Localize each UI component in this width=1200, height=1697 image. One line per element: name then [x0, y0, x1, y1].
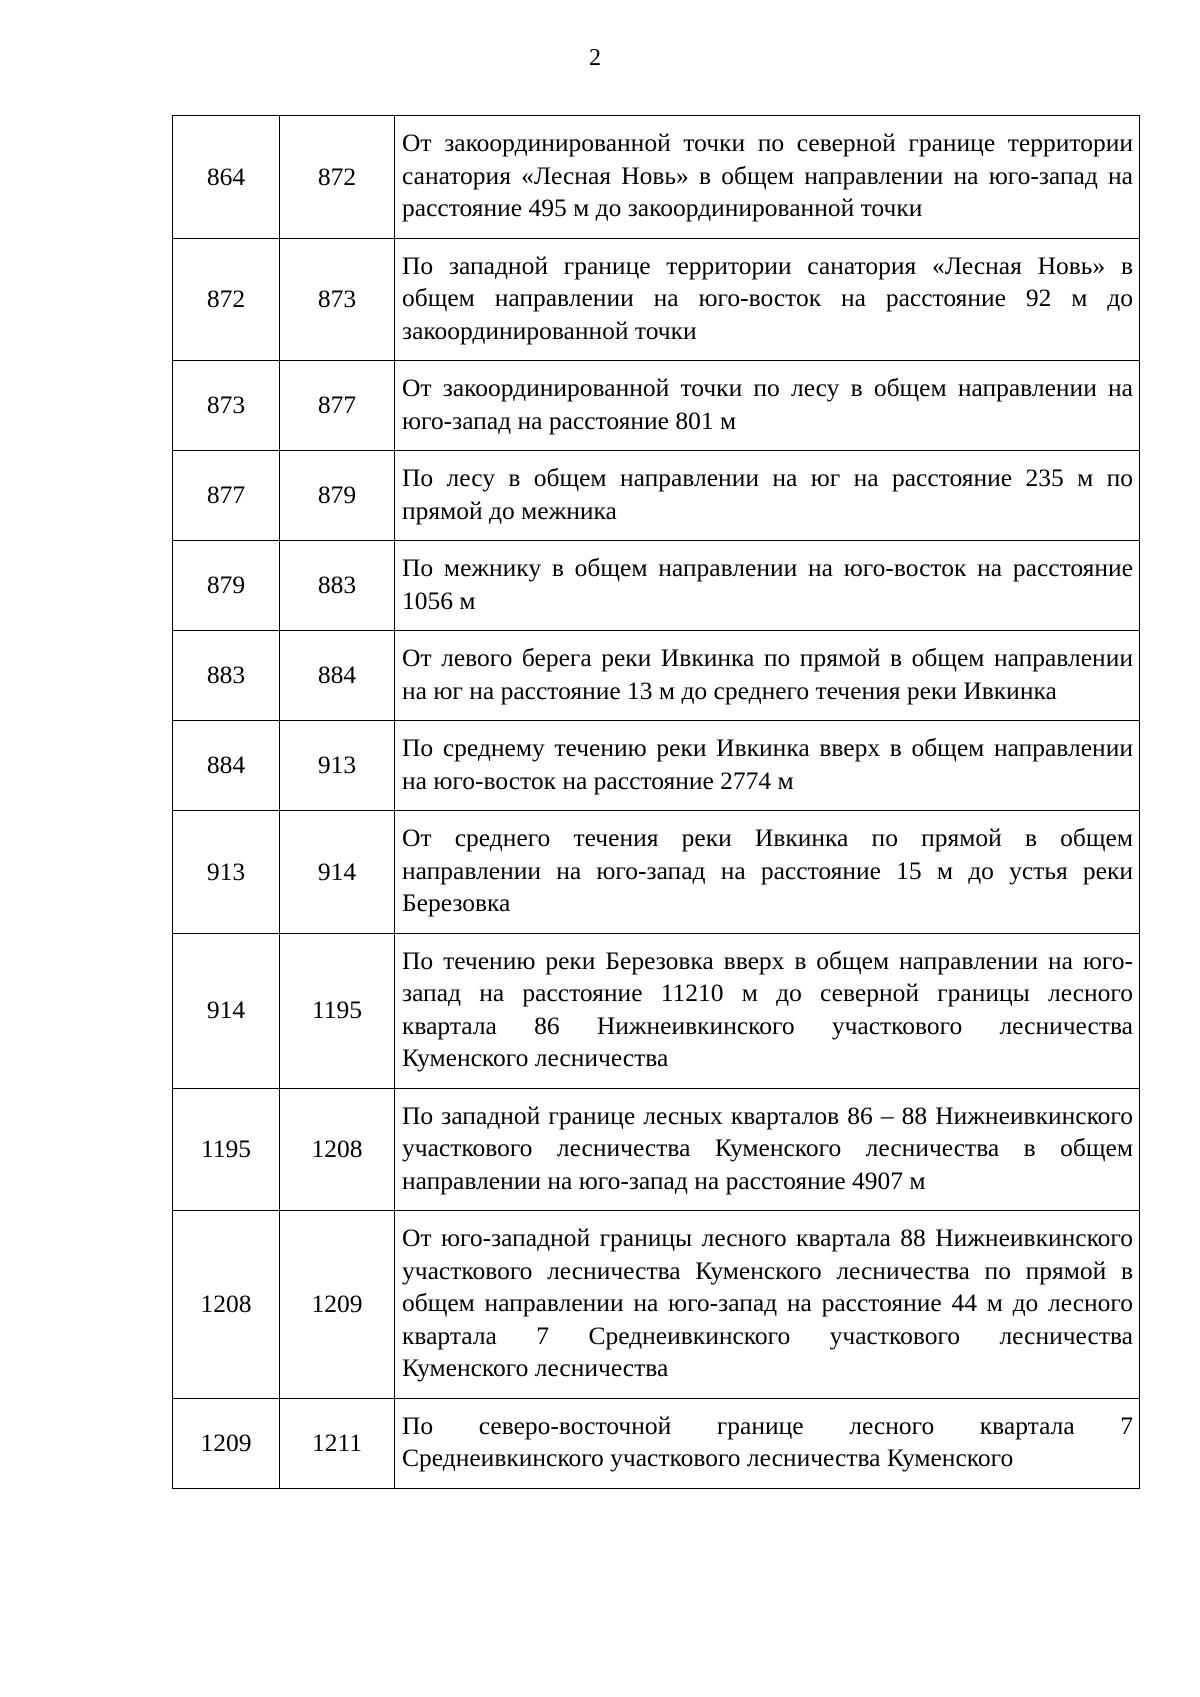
table-row [173, 811, 1140, 934]
point-to-cell: 1208 [280, 1088, 395, 1211]
point-from-cell: 1209 [173, 1398, 280, 1488]
point-to-cell: 884 [280, 631, 395, 721]
table-row [173, 933, 1140, 1088]
point-from-cell: 872 [173, 238, 280, 361]
boundary-description-cell: По лесу в общем направлении на юг на расстояние 235 м по прямой до межника [395, 451, 1140, 541]
point-to-cell: 1211 [280, 1398, 395, 1488]
point-to-cell: 1195 [280, 933, 395, 1088]
boundary-description-cell: От среднего течения реки Ивкинка по прямой в общем направлении на юго-запад на расстояние 15 м до устья реки Березовка [395, 811, 1140, 934]
boundary-description-cell: По западной границе территории санатория «Лесная Новь» в общем направлении на юго-восток на расстояние 92 м до закоординированной точки [395, 238, 1140, 361]
point-to-cell: 877 [280, 361, 395, 451]
point-from-cell: 864 [173, 116, 280, 239]
point-from-cell: 1208 [173, 1211, 280, 1399]
point-from-cell: 884 [173, 721, 280, 811]
table-row [173, 721, 1140, 811]
boundary-description-cell: От закоординированной точки по лесу в общем направлении на юго-запад на расстояние 801 м [395, 361, 1140, 451]
table-row [173, 631, 1140, 721]
page-number: 2 [589, 45, 601, 71]
boundary-description-table [172, 115, 1140, 1489]
table-row [173, 361, 1140, 451]
boundary-description-cell: По течению реки Березовка вверх в общем направлении на юго-запад на расстояние 11210 м до северной границы лесного квартала 86 Нижнеивкинского участкового лесничества Куменского лесничества [395, 933, 1140, 1088]
boundary-description-cell: От закоординированной точки по северной границе территории санатория «Лесная Новь» в общем направлении на юго-запад на расстояние 495 м до закоординированной точки [395, 116, 1140, 239]
table-row [173, 238, 1140, 361]
point-from-cell: 877 [173, 451, 280, 541]
boundary-description-cell: По западной границе лесных кварталов 86 – 88 Нижнеивкинского участкового лесничества Куменского лесничества в общем направлении на юго-запад на расстояние 4907 м [395, 1088, 1140, 1211]
boundary-description-cell: По среднему течению реки Ивкинка вверх в общем направлении на юго-восток на расстояние 2774 м [395, 721, 1140, 811]
boundary-description-cell: От левого берега реки Ивкинка по прямой в общем направлении на юг на расстояние 13 м до среднего течения реки Ивкинка [395, 631, 1140, 721]
point-from-cell: 879 [173, 541, 280, 631]
table-row [173, 541, 1140, 631]
point-to-cell: 879 [280, 451, 395, 541]
boundary-description-cell: От юго-западной границы лесного квартала 88 Нижнеивкинского участкового лесничества Куменского лесничества по прямой в общем направлении на юго-запад на расстояние 44 м до лесного квартала 7 Среднеивкинского участкового лесничества Куменского лесничества [395, 1211, 1140, 1399]
point-to-cell: 913 [280, 721, 395, 811]
point-to-cell: 1209 [280, 1211, 395, 1399]
point-from-cell: 913 [173, 811, 280, 934]
point-to-cell: 883 [280, 541, 395, 631]
point-from-cell: 883 [173, 631, 280, 721]
point-from-cell: 914 [173, 933, 280, 1088]
point-to-cell: 914 [280, 811, 395, 934]
table-row [173, 1398, 1140, 1488]
point-from-cell: 873 [173, 361, 280, 451]
table-row [173, 1211, 1140, 1399]
boundary-description-cell: По северо-восточной границе лесного квартала 7 Среднеивкинского участкового лесничества Куменского [395, 1398, 1140, 1488]
point-to-cell: 873 [280, 238, 395, 361]
table-row [173, 451, 1140, 541]
table-row [173, 1088, 1140, 1211]
boundary-description-cell: По межнику в общем направлении на юго-восток на расстояние 1056 м [395, 541, 1140, 631]
point-to-cell: 872 [280, 116, 395, 239]
point-from-cell: 1195 [173, 1088, 280, 1211]
table-row [173, 116, 1140, 239]
